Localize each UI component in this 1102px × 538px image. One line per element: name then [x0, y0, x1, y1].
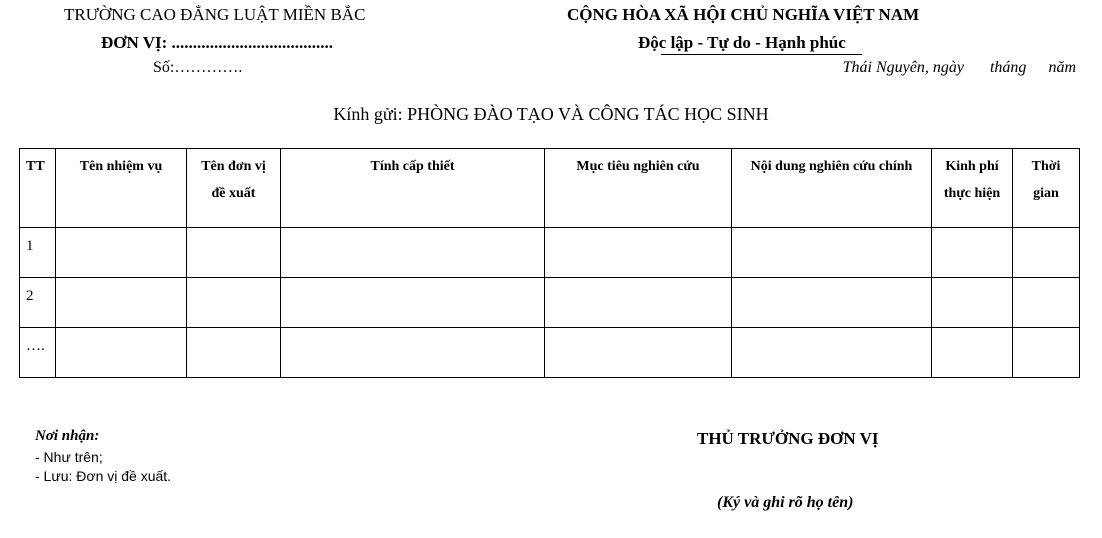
table-cell [732, 228, 932, 278]
table-cell [187, 278, 281, 328]
column-header [545, 149, 732, 228]
table-row [20, 278, 1080, 328]
republic-title: CỘNG HÒA XÃ HỘI CHỦ NGHĨA VIỆT NAM [567, 5, 920, 24]
column-header-line: Thời [1031, 159, 1061, 174]
table-cell [281, 328, 545, 378]
motto-underline [661, 54, 862, 55]
column-header-line: Tên nhiệm vụ [79, 159, 163, 174]
table-cell [56, 228, 187, 278]
table-cell [281, 228, 545, 278]
national-motto: Độc lập - Tự do - Hạnh phúc [638, 33, 846, 52]
table-cell [56, 328, 187, 378]
table-cell [187, 328, 281, 378]
column-header-line: Kinh phí [945, 159, 999, 174]
addressee-line: Kính gửi: PHÒNG ĐÀO TẠO VÀ CÔNG TÁC HỌC SINH [333, 104, 769, 124]
table-cell [1013, 278, 1080, 328]
column-header [20, 149, 56, 228]
table-cell [932, 278, 1013, 328]
column-header-line: gian [1033, 186, 1059, 201]
column-header [1013, 149, 1080, 228]
place-date-year: năm [1048, 59, 1076, 76]
table-cell [732, 278, 932, 328]
column-header-line: đề xuất [211, 186, 256, 201]
proposal-table [19, 148, 1080, 378]
column-header-line: TT [26, 159, 45, 174]
table-cell [1013, 228, 1080, 278]
place-date-month: tháng [989, 59, 1027, 76]
table-cell [56, 278, 187, 328]
recipient-item: - Như trên; [35, 449, 103, 465]
column-header-line: Tên đơn vị [201, 159, 266, 174]
column-header [187, 149, 281, 228]
school-name: TRƯỜNG CAO ĐẲNG LUẬT MIỀN BẮC [64, 5, 366, 24]
column-header-line: Nội dung nghiên cứu chính [750, 159, 913, 174]
row-number: 2 [20, 278, 56, 328]
table-header-row [20, 149, 1080, 228]
column-header-line: Mục tiêu nghiên cứu [576, 159, 700, 174]
table-cell [187, 228, 281, 278]
unit-blank: ...................................... [171, 33, 334, 52]
place-date-place: Thái Nguyên, ngày [842, 59, 964, 76]
unit-line [101, 33, 333, 53]
recipients-title: Nơi nhận: [35, 428, 100, 444]
row-number: …. [20, 328, 56, 378]
signature-note: (Ký và ghi rõ họ tên) [717, 494, 854, 511]
signer-title: THỦ TRƯỞNG ĐƠN VỊ [697, 429, 879, 448]
table-cell [545, 278, 732, 328]
table-row [20, 328, 1080, 378]
table-cell [545, 328, 732, 378]
column-header [281, 149, 545, 228]
table-cell [732, 328, 932, 378]
column-header [932, 149, 1013, 228]
column-header-line: thực hiện [943, 186, 1001, 201]
column-header [732, 149, 932, 228]
place-date-line [843, 59, 1076, 77]
recipient-item: - Lưu: Đơn vị đề xuất. [35, 468, 172, 484]
column-header [56, 149, 187, 228]
table-cell [281, 278, 545, 328]
table-row [20, 228, 1080, 278]
table-body [20, 228, 1080, 378]
table-cell [545, 228, 732, 278]
document-number: Số:…………. [153, 59, 243, 76]
column-header-line: Tính cấp thiết [370, 159, 455, 174]
table-cell [932, 228, 1013, 278]
table-cell [1013, 328, 1080, 378]
row-number: 1 [20, 228, 56, 278]
table-cell [932, 328, 1013, 378]
unit-label: ĐƠN VỊ: [101, 33, 172, 52]
